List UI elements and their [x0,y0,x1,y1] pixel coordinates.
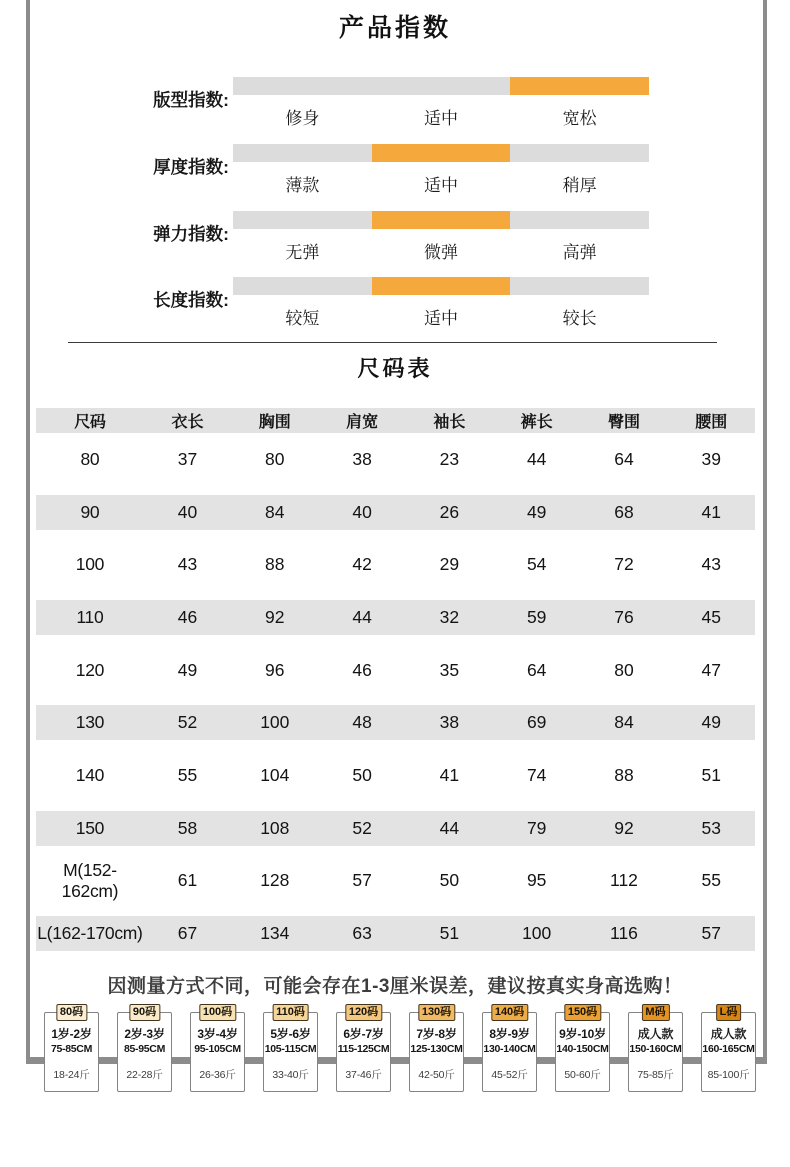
size-badge: 80码 [56,1004,87,1021]
table-row [36,644,755,697]
table-row [36,591,755,644]
table-cell: 52 [352,817,372,838]
card-age: 成人款 [710,1027,747,1041]
size-card [409,1006,464,1092]
index-row-stretch [0,211,790,262]
table-row [36,486,755,539]
size-badge: 110码 [272,1004,309,1021]
table-cell: 46 [177,606,198,627]
index-bar [233,211,649,263]
card-height: 85-95CM [123,1043,166,1055]
size-badge: 140码 [491,1004,528,1021]
table-row [36,907,755,960]
table-header-cell: 肩宽 [346,414,379,431]
card-age: 2岁-3岁 [124,1027,165,1041]
index-segment [233,77,372,95]
size-card [628,1006,683,1092]
index-track [233,211,649,229]
card-age: 1岁-2岁 [51,1027,92,1041]
table-header-cell: 裤长 [520,414,553,431]
table-cell: 92 [614,817,634,838]
index-track [233,277,649,295]
table-cell: 44 [352,606,372,627]
table-cell: 52 [177,712,198,733]
table-cell: 63 [352,923,372,944]
table-cell: 44 [526,448,547,469]
table-cell: 128 [260,870,290,891]
index-segment [233,277,372,295]
card-height: 95-105CM [194,1043,241,1055]
size-cards [44,1006,756,1092]
table-row [36,696,755,749]
table-cell: 130 [75,712,105,733]
table-cell: 54 [526,554,547,575]
index-option: 稍厚 [562,176,597,195]
table-body [36,433,755,960]
index-option: 修身 [285,109,320,128]
index-row-label: 版型指数: [153,90,229,110]
index-option: 较短 [285,309,320,328]
index-bar [233,77,649,129]
table-cell: 50 [352,764,372,785]
table-cell: 140 [75,764,105,785]
table-cell: 80 [265,448,285,469]
table-cell: 48 [352,712,372,733]
table-cell: 43 [701,554,721,575]
card-age: 9岁-10岁 [559,1027,606,1041]
table-cell: 67 [177,923,198,944]
index-segment [510,77,649,95]
size-table-title: 尺码表 [357,356,433,381]
table-cell: 35 [439,659,460,680]
card-age: 7岁-8岁 [416,1027,457,1041]
table-cell: 100 [522,923,552,944]
table-cell: 40 [352,501,372,522]
card-weight: 45-52斤 [491,1069,528,1081]
table-cell: 29 [439,554,460,575]
card-age: 5岁-6岁 [270,1027,311,1041]
card-height: 150-160CM [629,1043,682,1055]
table-cell: 38 [352,448,372,469]
table-header-cell: 衣长 [171,414,204,431]
index-option: 高弹 [562,243,597,262]
table-cell: 84 [265,501,285,522]
table-cell: 64 [526,659,547,680]
table-cell: 57 [701,923,721,944]
table-cell: 150 [75,817,105,838]
table-cell: 84 [614,712,634,733]
card-height: 75-85CM [50,1043,93,1055]
table-cell: 76 [614,606,634,627]
table-header-cell: 腰围 [695,414,728,431]
table-cell: 51 [439,923,460,944]
size-card [263,1006,318,1092]
index-option: 宽松 [562,109,597,128]
index-segment [510,277,649,295]
size-badge: 120码 [345,1004,382,1021]
card-height: 140-150CM [556,1043,609,1055]
table-row [36,802,755,855]
card-age: 6岁-7岁 [343,1027,384,1041]
table-cell: 112 [610,870,638,891]
table-cell: 116 [610,923,638,944]
table-cell: 41 [701,501,721,522]
card-weight: 85-100斤 [707,1069,750,1081]
table-cell: 64 [614,448,634,469]
index-option: 微弹 [424,243,458,262]
index-segment [233,144,372,162]
index-segment [372,277,511,295]
table-cell: 88 [614,764,634,785]
size-table [36,408,755,960]
size-card [44,1006,99,1092]
card-weight: 33-40斤 [272,1069,309,1081]
card-weight: 26-36斤 [199,1069,236,1081]
table-header-row [36,408,755,433]
size-card [701,1006,756,1092]
table-header-cell: 胸围 [258,414,291,431]
index-option: 较长 [562,309,597,328]
card-weight: 75-85斤 [637,1069,674,1081]
size-badge: 90码 [129,1004,160,1021]
index-options [233,171,649,196]
card-height: 105-115CM [264,1043,317,1055]
index-option: 无弹 [285,243,320,262]
table-cell: 95 [526,870,547,891]
table-cell: 37 [177,448,198,469]
table-header-cell: 臀围 [607,414,640,431]
size-badge: 100码 [199,1004,236,1021]
size-badge: 130码 [418,1004,455,1021]
index-segment [510,144,649,162]
table-cell: 88 [265,554,285,575]
table-row [36,433,755,486]
index-row-label: 厚度指数: [153,157,229,177]
index-options [233,304,649,329]
size-card [482,1006,537,1092]
size-badge: M码 [641,1004,669,1021]
table-cell: 80 [614,659,634,680]
index-row-fit [0,77,790,128]
table-cell: 42 [352,554,372,575]
card-weight: 50-60斤 [564,1069,601,1081]
table-row [36,855,755,908]
table-cell: 72 [614,554,634,575]
table-cell: 47 [701,659,721,680]
table-cell: 61 [177,870,198,891]
table-cell: 59 [526,606,547,627]
table-cell: 49 [701,712,721,733]
index-option: 薄款 [285,176,320,195]
index-track [233,77,649,95]
index-row-thickness [0,144,790,195]
table-row [36,538,755,591]
table-cell: 68 [614,501,634,522]
table-cell: 79 [526,817,547,838]
index-bar [233,277,649,329]
size-badge: 150码 [564,1004,601,1021]
table-cell: 100 [75,554,105,575]
table-cell: 41 [439,764,460,785]
table-cell: L(162-170cm) [37,923,143,944]
page-title: 产品指数 [338,14,451,42]
card-weight: 22-28斤 [126,1069,163,1081]
size-card [336,1006,391,1092]
table-cell: 26 [439,501,460,522]
table-header-cell: 袖长 [433,414,466,431]
table-cell: 120 [75,659,105,680]
size-badge: L码 [716,1004,742,1021]
index-segment [372,77,511,95]
index-row-label: 长度指数: [153,290,229,310]
table-cell: 80 [80,448,100,469]
table-cell: 51 [701,764,721,785]
table-cell: 40 [177,501,198,522]
index-segment [372,211,511,229]
card-height: 160-165CM [702,1043,755,1055]
table-cell: 23 [439,448,460,469]
table-cell: 39 [701,448,721,469]
card-age: 8岁-9岁 [489,1027,530,1041]
table-cell: 55 [701,870,721,891]
index-segment [372,144,511,162]
table-cell: 43 [177,554,198,575]
table-cell: 134 [260,923,290,944]
card-weight: 37-46斤 [345,1069,382,1081]
card-height: 130-140CM [483,1043,536,1055]
index-segment [510,211,649,229]
table-cell: 44 [439,817,460,838]
index-bar [233,144,649,196]
card-age: 3岁-4岁 [197,1027,238,1041]
table-cell: 50 [439,870,460,891]
index-track [233,144,649,162]
card-height: 125-130CM [410,1043,463,1055]
table-cell: 74 [526,764,547,785]
measurement-note: 因测量方式不同，可能会存在1-3厘米误差，建议按真实身高选购！ [107,976,683,997]
table-cell: 38 [439,712,460,733]
size-card [555,1006,610,1092]
index-option: 适中 [424,109,458,128]
table-cell: 92 [265,606,285,627]
table-cell: 96 [265,659,285,680]
index-row-label: 弹力指数: [153,224,229,244]
card-height: 115-125CM [337,1043,390,1055]
table-cell: 57 [352,870,372,891]
card-weight: 42-50斤 [418,1069,455,1081]
size-card [190,1006,245,1092]
index-option: 适中 [424,176,458,195]
size-card [117,1006,172,1092]
index-options [233,238,649,263]
card-weight: 18-24斤 [53,1069,90,1081]
table-cell: 53 [701,817,721,838]
table-cell: 49 [526,501,547,522]
index-options [233,104,649,129]
table-cell: 108 [260,817,290,838]
table-cell: 45 [701,606,721,627]
table-cell: 104 [260,764,290,785]
table-cell: 69 [526,712,547,733]
section-divider [68,342,717,343]
index-option: 适中 [424,309,458,328]
table-row [36,749,755,802]
table-cell: 100 [260,712,290,733]
table-cell: M(152-162cm) [61,859,119,901]
table-cell: 32 [439,606,460,627]
table-header-cell: 尺码 [74,414,106,431]
card-age: 成人款 [637,1027,674,1041]
index-row-length [0,277,790,328]
table-cell: 110 [76,606,104,627]
table-cell: 49 [177,659,198,680]
table-cell: 46 [352,659,372,680]
table-cell: 90 [80,501,100,522]
index-segment [233,211,372,229]
table-cell: 58 [177,817,198,838]
table-cell: 55 [177,764,198,785]
